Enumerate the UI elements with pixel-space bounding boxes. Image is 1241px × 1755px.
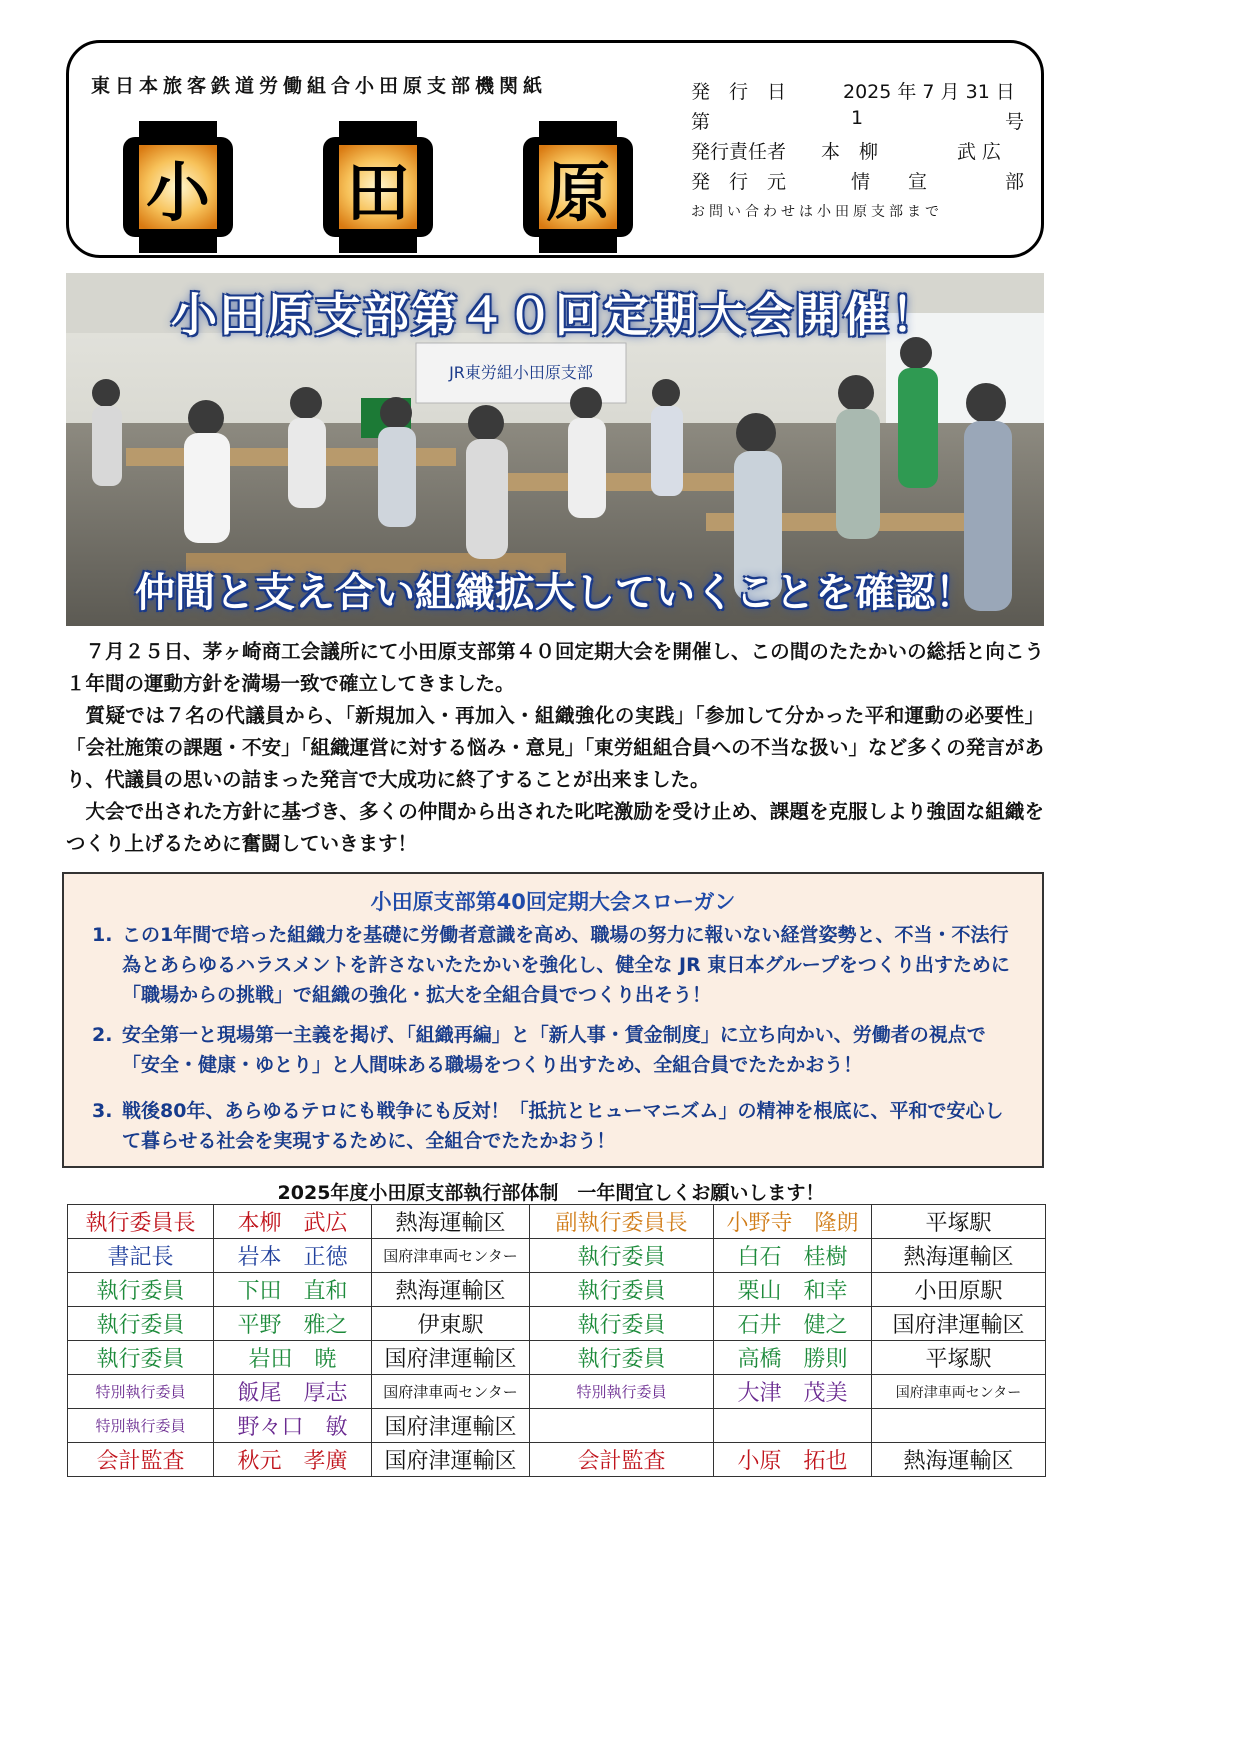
role-cell: 特別執行委員 (530, 1375, 714, 1409)
name-cell: 大津 茂美 (714, 1375, 872, 1409)
workplace-cell: 国府津車両センター (372, 1375, 530, 1409)
empty-cell (530, 1409, 714, 1443)
name-cell: 秋元 孝廣 (214, 1443, 372, 1477)
table-row (68, 1239, 1046, 1273)
slogan-number: 2. (92, 1024, 113, 1046)
role-cell: 執行委員 (68, 1273, 214, 1307)
role-cell: 副執行委員長 (530, 1205, 714, 1239)
slogan-item (92, 1020, 1022, 1080)
role-cell: 特別執行委員 (68, 1375, 214, 1409)
role-cell: 会計監査 (530, 1443, 714, 1477)
title-char-2: 田 (346, 157, 410, 231)
info-responsible (691, 137, 1027, 167)
table-row (68, 1273, 1046, 1307)
workplace-cell: 伊東駅 (372, 1307, 530, 1341)
workplace-cell: 熱海運輸区 (372, 1273, 530, 1307)
title-char-3: 原 (546, 157, 610, 231)
table-row (68, 1375, 1046, 1409)
workplace-cell: 平塚駅 (872, 1205, 1046, 1239)
info-issue-number (691, 107, 1027, 137)
title-lanterns (103, 115, 663, 257)
slogan-item (92, 920, 1022, 1010)
role-cell: 執行委員 (68, 1307, 214, 1341)
workplace-cell: 熱海運輸区 (872, 1239, 1046, 1273)
headline: 小田原支部第４０回定期大会開催！ (171, 288, 939, 342)
slogan-number: 1. (92, 924, 113, 946)
info-label: 発行責任者 (691, 141, 787, 163)
exec-table-title: 2025年度小田原支部執行部体制 一年間宜しくお願いします！ (277, 1182, 825, 1204)
name-cell: 岩田 暁 (214, 1341, 372, 1375)
slogan-box (62, 872, 1044, 1168)
info-value: 号 (1005, 111, 1025, 133)
article-body (66, 636, 1044, 860)
info-label: 発 行 元 (691, 171, 787, 193)
workplace-cell: 熱海運輸区 (372, 1205, 530, 1239)
paragraph: 質疑では７名の代議員から、「新規加入・再加入・組織強化の実践」「参加して分かった平和運動の必要性」「会社施策の課題・不安」「組織運営に対する悩み・意見」「東労組組合員への不当な扱い」など多くの発言があり、代議員の思いの詰まった発言で大成功に終了することが出来ました。 (66, 704, 1044, 791)
workplace-cell: 国府津運輸区 (372, 1443, 530, 1477)
workplace-cell: 国府津運輸区 (372, 1409, 530, 1443)
slogan-text: 戦後80年、あらゆるテロにも戦争にも反対！「抵抗とヒューマニズム」の精神を根底に、平和で安心して暮らせる社会を実現するために、全組合でたたかおう！ (122, 1100, 1004, 1152)
table-row (68, 1205, 1046, 1239)
name-cell: 小原 拓也 (714, 1443, 872, 1477)
name-cell: 岩本 正徳 (214, 1239, 372, 1273)
convention-photo (66, 273, 1044, 626)
paragraph: ７月２５日、茅ヶ崎商工会議所にて小田原支部第４０回定期大会を開催し、この間のたたかいの総括と向こう１年間の運動方針を満場一致で確立してきました。 (66, 640, 1044, 695)
role-cell: 書記長 (68, 1239, 214, 1273)
info-publisher (691, 167, 1027, 197)
masthead (66, 40, 1044, 258)
exec-table (67, 1204, 1046, 1477)
name-cell: 高橋 勝則 (714, 1341, 872, 1375)
empty-cell (714, 1409, 872, 1443)
role-cell: 執行委員長 (68, 1205, 214, 1239)
slogan-title: 小田原支部第40回定期大会スローガン (370, 890, 736, 914)
role-cell: 執行委員 (530, 1307, 714, 1341)
slogan-text: 安全第一と現場第一主義を掲げ、「組織再編」と「新人事・賃金制度」に立ち向かい、労働者の視点で「安全・健康・ゆとり」と人間味ある職場をつくり出すため、全組合員でたたかおう！ (122, 1024, 986, 1076)
workplace-cell: 国府津運輸区 (872, 1307, 1046, 1341)
slogan-number: 3. (92, 1100, 113, 1122)
info-value: 本 柳 (821, 141, 879, 163)
workplace-cell: 平塚駅 (872, 1341, 1046, 1375)
info-issue-date (691, 77, 1027, 107)
workplace-cell: 国府津運輸区 (372, 1341, 530, 1375)
role-cell: 会計監査 (68, 1443, 214, 1477)
publication-info (691, 77, 1027, 221)
role-cell: 執行委員 (530, 1239, 714, 1273)
name-cell: 野々口 敏 (214, 1409, 372, 1443)
organization-name: 東日本旅客鉄道労働組合小田原支部機関紙 (91, 75, 548, 97)
info-value: 部 (1005, 171, 1025, 193)
table-row (68, 1409, 1046, 1443)
table-row (68, 1443, 1046, 1477)
slogan-text: この1年間で培った組織力を基礎に労働者意識を高め、職場の努力に報いない経営姿勢と、不当・不法行為とあらゆるハラスメントを許さないたたかいを強化し、健全な JR 東日本グループをつくり出すために「職場からの挑戦」で組織の強化・拡大を全組合員でつくり出そう！ (122, 924, 1010, 1006)
info-label: 発 行 日 (691, 81, 787, 103)
role-cell: 執行委員 (68, 1341, 214, 1375)
name-cell: 本柳 武広 (214, 1205, 372, 1239)
contact-note: お問い合わせは小田原支部まで (691, 204, 943, 220)
name-cell: 小野寺 隆朗 (714, 1205, 872, 1239)
workplace-cell: 国府津車両センター (872, 1375, 1046, 1409)
subheadline: 仲間と支え合い組織拡大していくことを確認！ (135, 570, 975, 616)
slogan-item (92, 1096, 1022, 1156)
info-value: 武 広 (957, 141, 1002, 163)
empty-cell (872, 1409, 1046, 1443)
workplace-cell: 熱海運輸区 (872, 1443, 1046, 1477)
role-cell: 執行委員 (530, 1341, 714, 1375)
name-cell: 白石 桂樹 (714, 1239, 872, 1273)
role-cell: 特別執行委員 (68, 1409, 214, 1443)
name-cell: 下田 直和 (214, 1273, 372, 1307)
info-value: 1 (851, 107, 864, 129)
info-value: 2025 年 7 月 31 日 (843, 81, 1015, 103)
banner-text: JR東労組小田原支部 (449, 363, 593, 382)
table-row (68, 1307, 1046, 1341)
workplace-cell: 小田原駅 (872, 1273, 1046, 1307)
info-value: 情 宣 (851, 171, 928, 193)
name-cell: 石井 健之 (714, 1307, 872, 1341)
workplace-cell: 国府津車両センター (372, 1239, 530, 1273)
info-label: 第 (691, 111, 711, 133)
title-char-1: 小 (146, 157, 210, 231)
name-cell: 飯尾 厚志 (214, 1375, 372, 1409)
table-row (68, 1341, 1046, 1375)
name-cell: 栗山 和幸 (714, 1273, 872, 1307)
paragraph: 大会で出された方針に基づき、多くの仲間から出された叱咤激励を受け止め、課題を克服しより強固な組織をつくり上げるために奮闘していきます！ (66, 800, 1044, 855)
role-cell: 執行委員 (530, 1273, 714, 1307)
name-cell: 平野 雅之 (214, 1307, 372, 1341)
